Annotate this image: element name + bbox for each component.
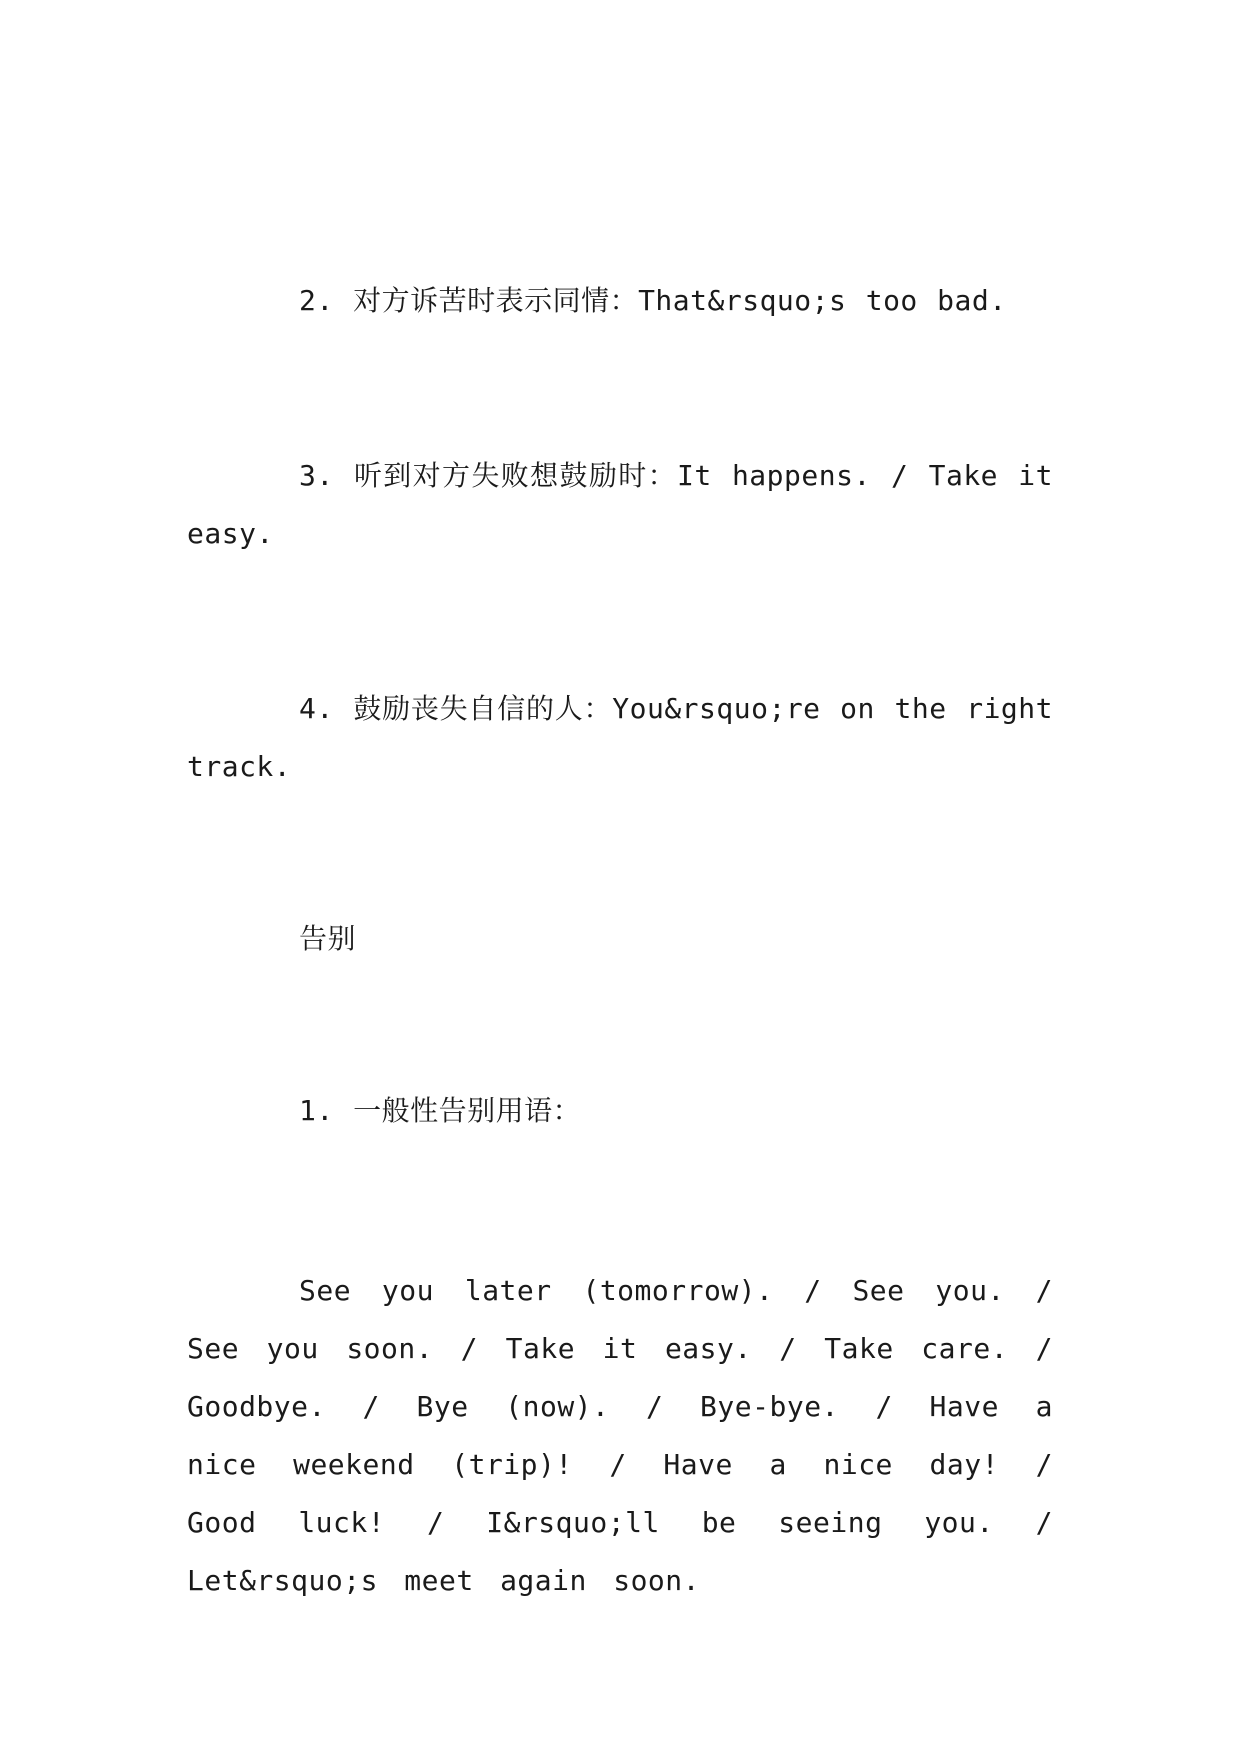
paragraph-farewell-phrases: See you later (tomorrow). / See you. / See you soon. / Take it easy. / Take care. / Goodbye. / Bye (now). / Bye-bye. / Have a nice weekend (trip)! / Have a nice day! / Good luck! / I&rsquo;ll be seeing you. / Let&rsquo;s meet again soon.: [187, 1274, 1053, 1597]
paragraph-encourage-confidence: 4. 鼓励丧失自信的人：You&rsquo;re on the right track.: [187, 692, 1053, 783]
paragraph-general-farewell: 1. 一般性告别用语：: [299, 1094, 582, 1127]
section-heading-farewell: 告别: [299, 922, 357, 955]
paragraph-sympathy: 2. 对方诉苦时表示同情：That&rsquo;s too bad.: [299, 284, 1007, 317]
paragraph-encourage-failure: 3. 听到对方失败想鼓励时：It happens. / Take it easy.: [187, 459, 1053, 550]
